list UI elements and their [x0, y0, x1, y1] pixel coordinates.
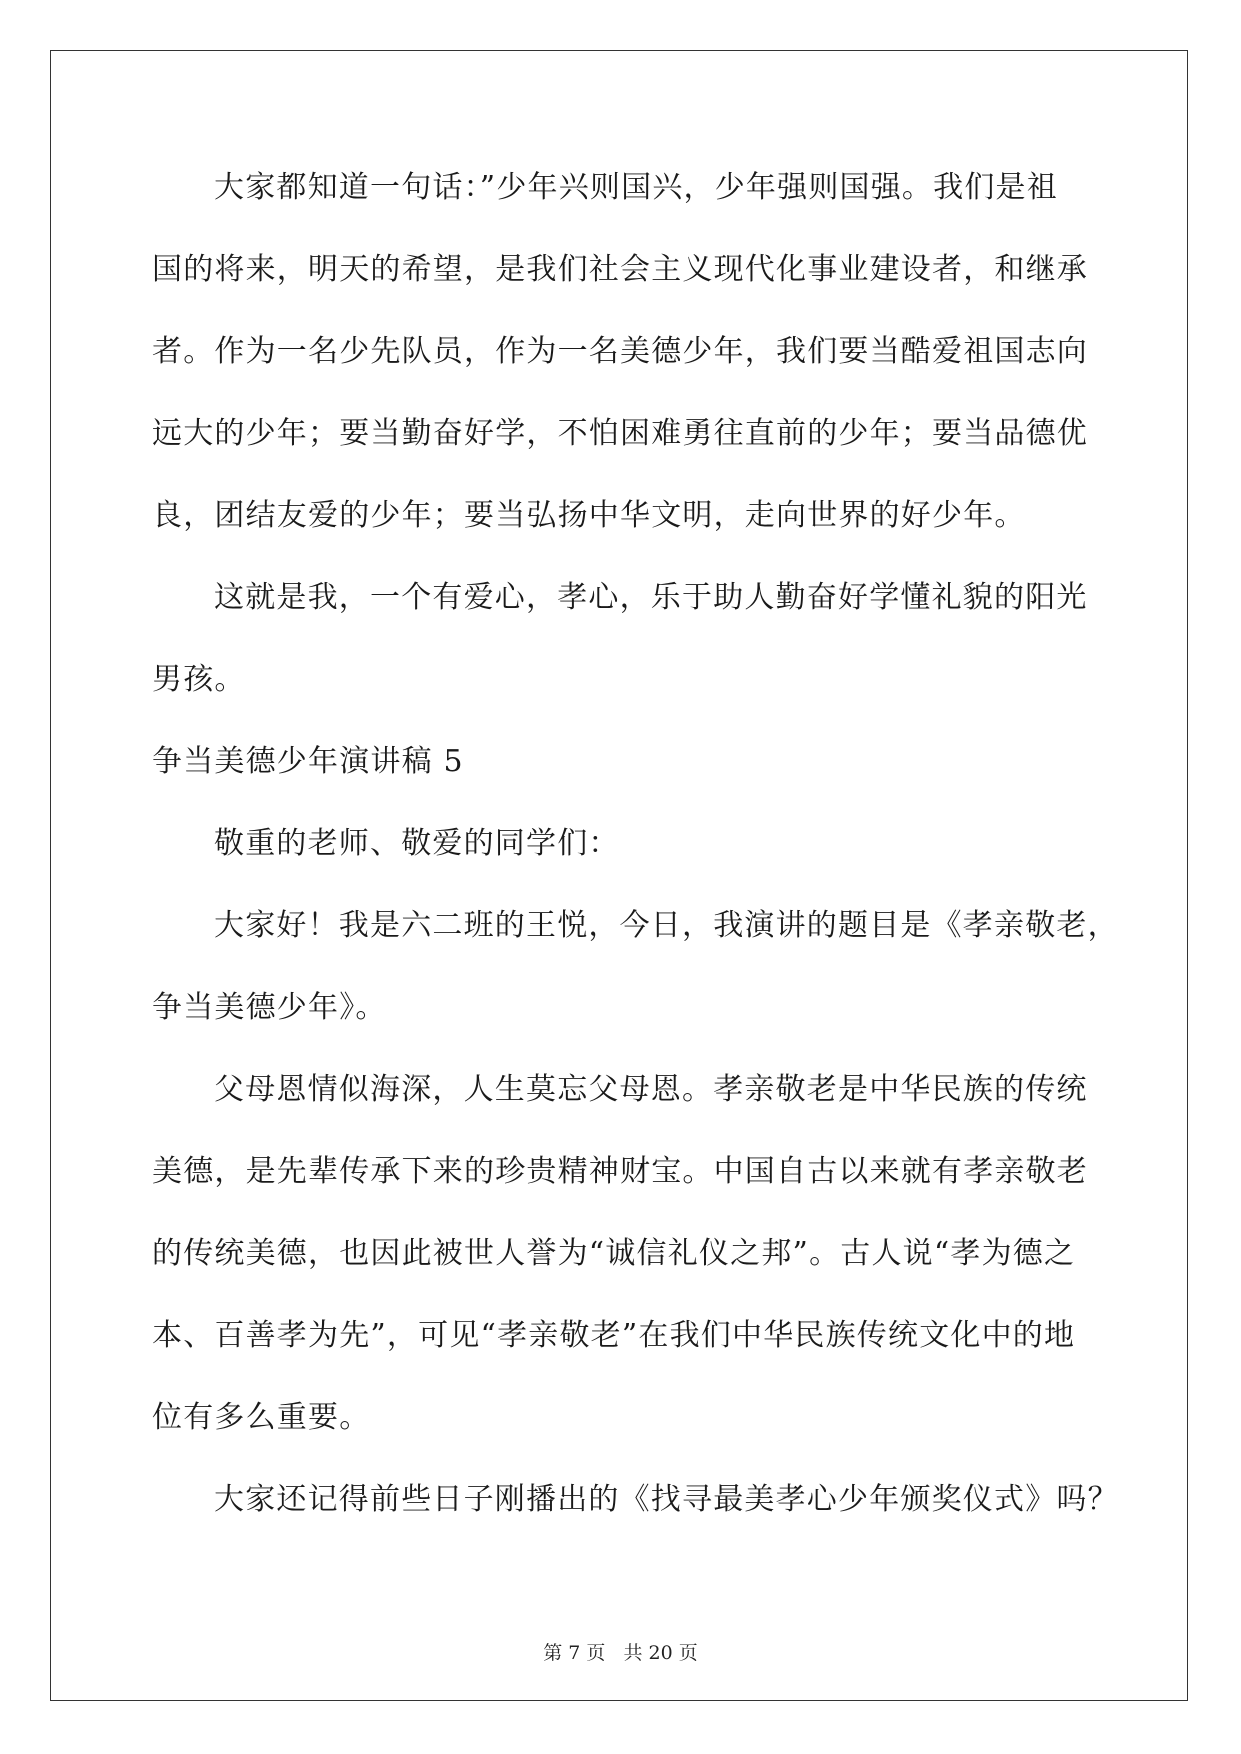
text-line-13: 美德，是先辈传承下来的珍贵精神财宝。中国自古以来就有孝亲敬老: [152, 1154, 1088, 1189]
text-line-11: 争当美德少年》。: [152, 990, 387, 1025]
text-line-10: 大家好！我是六二班的王悦，今日，我演讲的题目是《孝亲敬老，: [214, 908, 1119, 943]
text-line-14: 的传统美德，也因此被世人誉为“诚信礼仪之邦”。古人说“孝为德之: [152, 1236, 1076, 1271]
page-footer: [0, 1638, 1241, 1665]
text-line-16: 位有多么重要。: [152, 1400, 371, 1435]
text-line-7: 男孩。: [152, 662, 246, 697]
text-line-3: 者。作为一名少先队员，作为一名美德少年，我们要当酷爱祖国志向: [152, 334, 1088, 369]
text-line-4: 远大的少年；要当勤奋好学，不怕困难勇往直前的少年；要当品德优: [152, 416, 1088, 451]
section-heading: 争当美德少年演讲稿 5: [152, 744, 464, 779]
text-line-1: 大家都知道一句话：”少年兴则国兴，少年强则国强。我们是祖: [214, 170, 1058, 205]
page-number: 第 7 页: [543, 1642, 606, 1664]
text-line-12: 父母恩情似海深，人生莫忘父母恩。孝亲敬老是中华民族的传统: [214, 1072, 1088, 1107]
text-line-15: 本、百善孝为先”，可见“孝亲敬老”在我们中华民族传统文化中的地: [152, 1318, 1076, 1353]
document-body: [152, 158, 1119, 1552]
page-total: 共 20 页: [623, 1642, 698, 1664]
text-line-2: 国的将来，明天的希望，是我们社会主义现代化事业建设者，和继承: [152, 252, 1088, 287]
text-line-9: 敬重的老师、敬爱的同学们：: [214, 826, 620, 861]
text-line-5: 良，团结友爱的少年；要当弘扬中华文明，走向世界的好少年。: [152, 498, 1026, 533]
text-line-17: 大家还记得前些日子刚播出的《找寻最美孝心少年颁奖仪式》吗？: [214, 1482, 1119, 1517]
text-line-6: 这就是我，一个有爱心，孝心，乐于助人勤奋好学懂礼貌的阳光: [214, 580, 1088, 615]
